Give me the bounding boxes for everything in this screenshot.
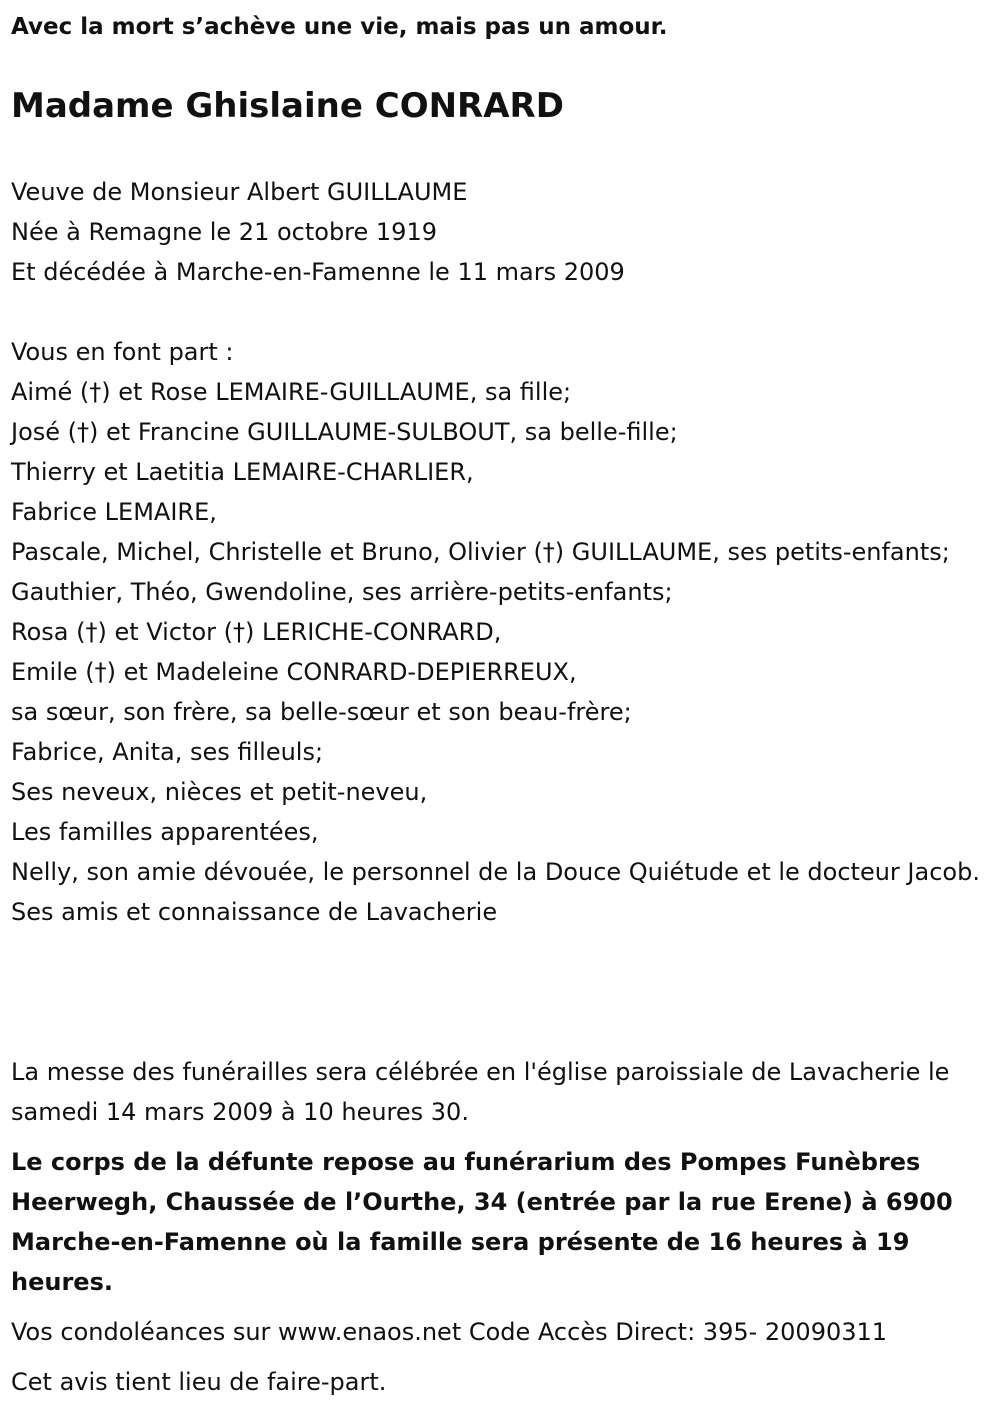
family-line: Nelly, son amie dévouée, le personnel de la Douce Quiétude et le docteur Jacob. bbox=[11, 858, 980, 886]
closing-line: Cet avis tient lieu de faire-part. bbox=[11, 1368, 387, 1396]
mass-announcement: La messe des funérailles sera célébrée en l'église paroissiale de Lavacherie le samedi 14 mars 2009 à 10 heures 30. bbox=[11, 1058, 950, 1126]
family-line: Gauthier, Théo, Gwendoline, ses arrière-petits-enfants; bbox=[11, 578, 673, 606]
family-line: Pascale, Michel, Christelle et Bruno, Olivier (†) GUILLAUME, ses petits-enfants; bbox=[11, 538, 950, 566]
identity-line: Veuve de Monsieur Albert GUILLAUME bbox=[11, 178, 468, 206]
family-line: Emile (†) et Madeleine CONRARD-DEPIERREUX, bbox=[11, 658, 577, 686]
family-line: Ses amis et connaissance de Lavacherie bbox=[11, 898, 498, 926]
family-intro: Vous en font part : bbox=[11, 338, 234, 366]
identity-block bbox=[11, 172, 986, 292]
identity-line: Et décédée à Marche-en-Famenne le 11 mars 2009 bbox=[11, 258, 625, 286]
family-line: Ses neveux, nièces et petit-neveu, bbox=[11, 778, 428, 806]
funerarium-details: Le corps de la défunte repose au funérarium des Pompes Funèbres Heerwegh, Chaussée de l’Ourthe, 34 (entrée par la rue Erene) à 6900 Marche-en-Famenne où la famille sera présente de 16 heures à 19 heures. bbox=[11, 1148, 953, 1296]
family-line: Fabrice, Anita, ses filleuls; bbox=[11, 738, 324, 766]
family-line: Rosa (†) et Victor (†) LERICHE-CONRARD, bbox=[11, 618, 502, 646]
family-line: sa sœur, son frère, sa belle-sœur et son beau-frère; bbox=[11, 698, 632, 726]
identity-line: Née à Remagne le 21 octobre 1919 bbox=[11, 218, 437, 246]
opening-quote: Avec la mort s’achève une vie, mais pas un amour. bbox=[11, 14, 668, 40]
family-line: Fabrice LEMAIRE, bbox=[11, 498, 217, 526]
family-line: José (†) et Francine GUILLAUME-SULBOUT, sa belle-fille; bbox=[11, 418, 678, 446]
family-line: Aimé (†) et Rose LEMAIRE-GUILLAUME, sa fille; bbox=[11, 378, 572, 406]
condolences-line: Vos condoléances sur www.enaos.net Code Accès Direct: 395- 20090311 bbox=[11, 1318, 888, 1346]
deceased-name: Madame Ghislaine CONRARD bbox=[11, 86, 564, 126]
family-block bbox=[11, 332, 986, 932]
family-line: Les familles apparentées, bbox=[11, 818, 319, 846]
family-line: Thierry et Laetitia LEMAIRE-CHARLIER, bbox=[11, 458, 474, 486]
